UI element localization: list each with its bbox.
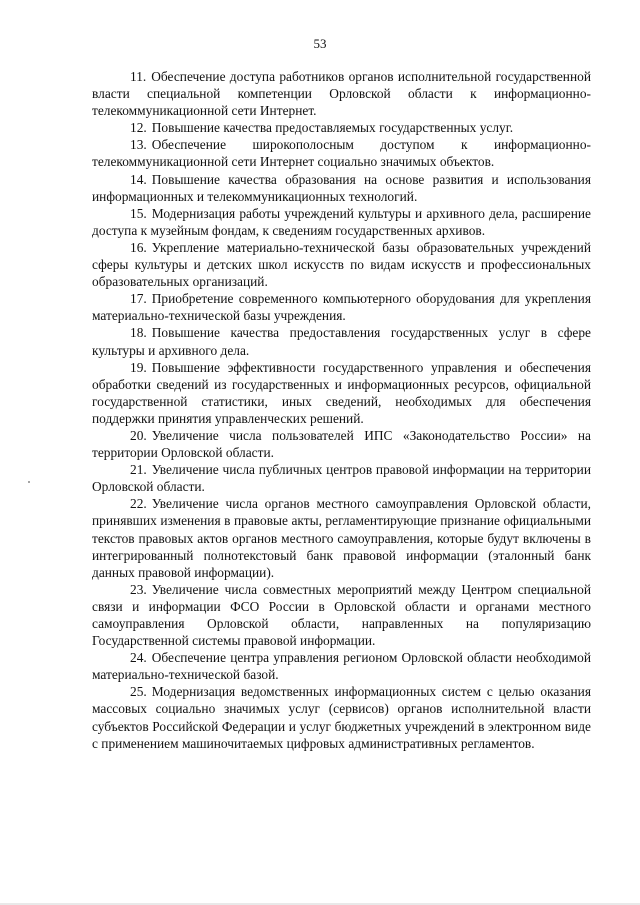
item-text: Укрепление материально-технической базы образовательных учреждений сферы культуры и детских школ искусств по видам искусств и профессиональных образовательных организаций. <box>92 239 591 290</box>
item-text: Увеличение числа органов местного самоуправления Орловской области, принявших изменения в правовые акты, регламентирующие признание официальными текстов правовых актов органов местного самоуправления, которые будут включены в интегрированный полнотекстовый банк правовой информации (эталонный банк данных правовой информации). <box>92 496 591 580</box>
item-text: Обеспечение широкополосным доступом к информационно-телекоммуникационной сети Интернет социально значимых объектов. <box>92 137 591 170</box>
list-item-11 <box>92 68 591 119</box>
item-text: Обеспечение доступа работников органов исполнительной государственной власти специальной компетенции Орловской области к информационно-телекоммуникационной сети Интернет. <box>92 69 591 119</box>
item-number: 18. <box>130 325 147 341</box>
item-text: Модернизация работы учреждений культуры и архивного дела, расширение доступа к музейным фондам, к сведениям государственных архивов. <box>92 205 591 238</box>
list-item-19 <box>92 359 591 427</box>
item-text: Увеличение числа совместных мероприятий между Центром специальной связи и информации ФСО России в Орловской области и органами местного самоуправления Орловской области, направленных на популяризацию Государственной системы правовой информации. <box>92 581 591 649</box>
list-item-22 <box>92 495 591 580</box>
list-item-16 <box>92 239 591 290</box>
item-number: 24. <box>130 650 147 666</box>
item-text: Модернизация ведомственных информационных систем с целью оказания массовых социально значимых услуг (сервисов) органов исполнительной власти субъектов Российской Федерации и услуг бюджетных учреждений в электронном виде с применением машиночитаемых цифровых административных регламентов. <box>92 684 591 751</box>
item-text: Приобретение современного компьютерного оборудования для укрепления материально-технической базы учреждения. <box>92 291 591 324</box>
item-number: 15. <box>130 205 147 221</box>
item-number: 12. <box>130 120 147 136</box>
item-number: 16. <box>130 239 147 255</box>
scan-speck <box>28 481 30 483</box>
list-item-23 <box>92 581 591 649</box>
item-text: Повышение качества образования на основе развития и использования информационных и телекоммуникационных технологий. <box>92 171 591 204</box>
list-item-18 <box>92 324 591 358</box>
item-number: 13. <box>130 137 147 153</box>
item-text: Повышение качества предоставляемых государственных услуг. <box>151 120 514 136</box>
item-number: 20. <box>130 427 147 443</box>
list-item-12 <box>92 119 591 136</box>
list-item-14 <box>92 171 591 205</box>
list-item-17 <box>92 290 591 324</box>
numbered-list <box>92 68 591 752</box>
item-number: 11. <box>130 69 147 84</box>
list-item-13 <box>92 136 591 170</box>
item-number: 23. <box>130 581 147 597</box>
item-text: Увеличение числа пользователей ИПС «Законодательство России» на территории Орловской области. <box>92 427 591 461</box>
item-number: 19. <box>130 359 147 375</box>
item-number: 17. <box>130 291 147 307</box>
item-text: Повышение эффективности государственного управления и обеспечения обработки сведений из государственных и информационных ресурсов, официальной государственной статистики, иных сведений, необходимых для обеспечения поддержки принятия управленческих решений. <box>92 359 591 426</box>
list-item-25 <box>92 683 591 751</box>
list-item-15 <box>92 205 591 239</box>
list-item-24 <box>92 649 591 683</box>
item-text: Повышение качества предоставления государственных услуг в сфере культуры и архивного дела. <box>92 325 591 358</box>
list-item-20 <box>92 427 591 461</box>
list-item-21 <box>92 461 591 495</box>
item-text: Увеличение числа публичных центров правовой информации на территории Орловской области. <box>92 462 591 495</box>
item-number: 14. <box>130 171 147 187</box>
item-number: 22. <box>130 496 147 512</box>
item-number: 25. <box>130 684 147 700</box>
page-number: 53 <box>313 36 327 51</box>
item-text: Обеспечение центра управления регионом Орловской области необходимой материально-технической базой. <box>92 650 591 683</box>
item-number: 21. <box>130 462 147 478</box>
